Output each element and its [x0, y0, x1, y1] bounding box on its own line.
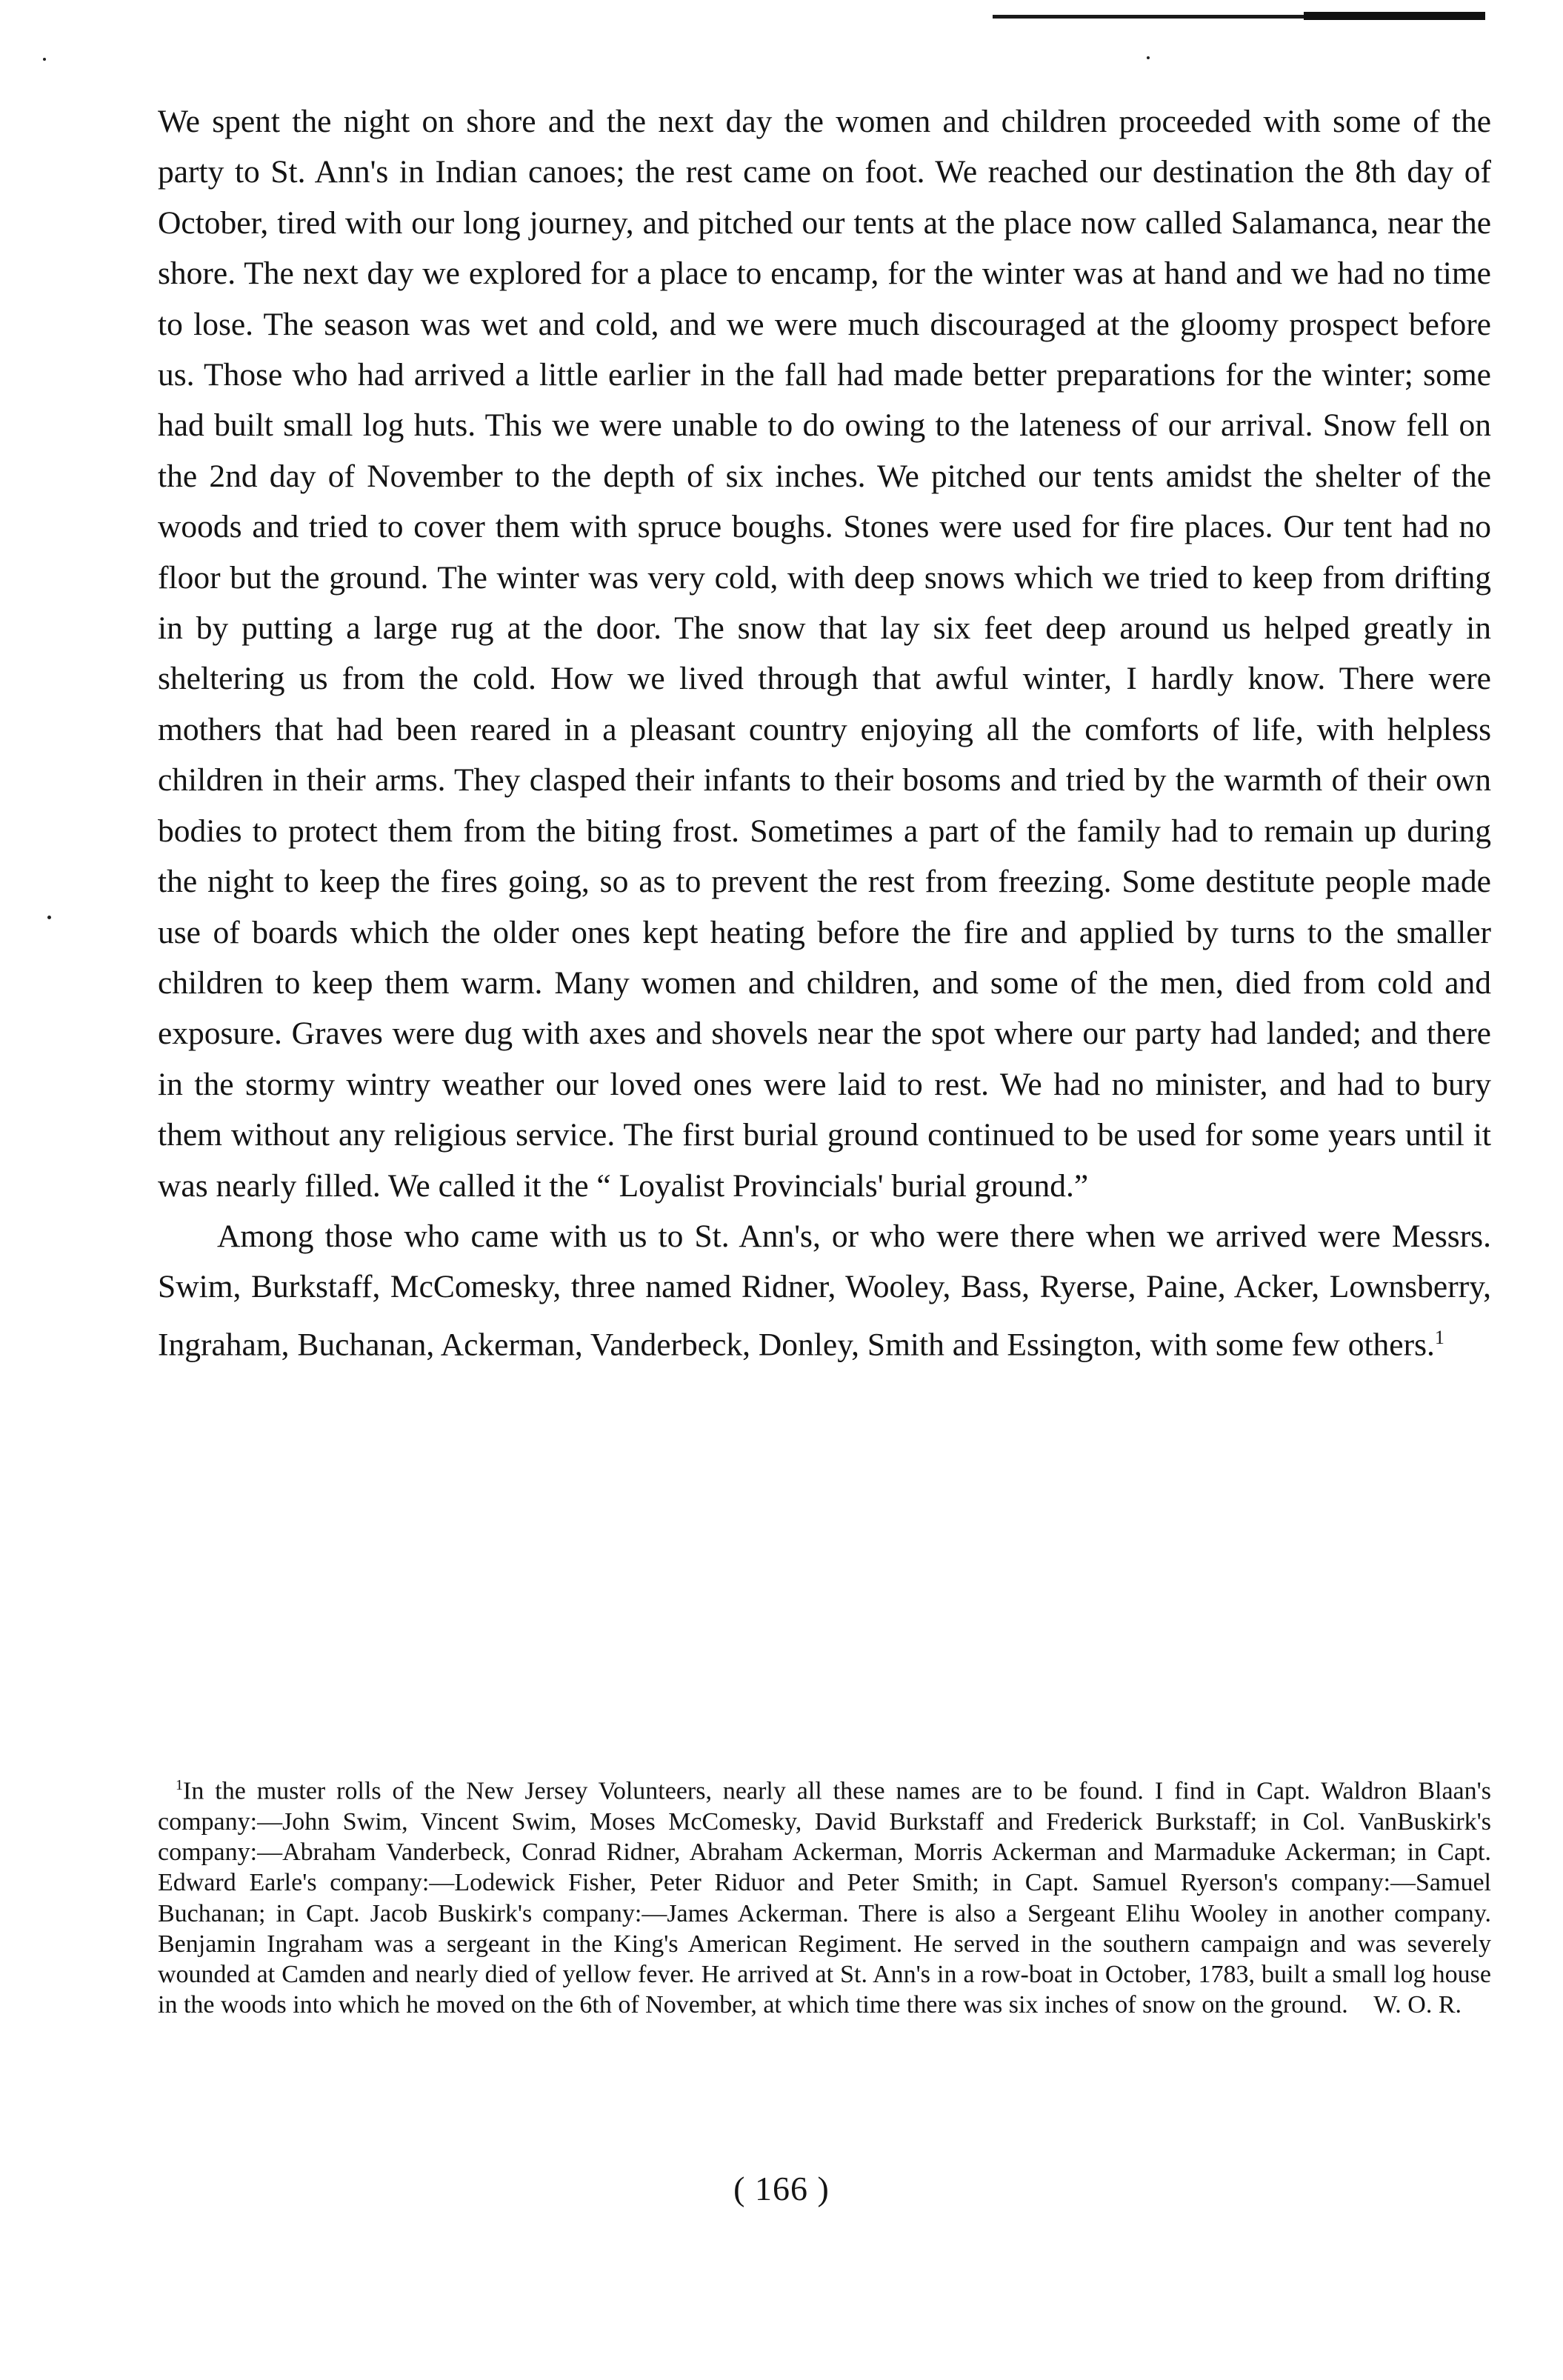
footnote-text: In the muster rolls of the New Jersey Volunteers, nearly all these names are to be found. I find in Capt. Waldron Blaan's company:—John Swim, Vincent Swim, Moses McComesky, David Burkstaff and Frederick Burkstaff; in Col. VanBuskirk's company:—Abraham Vanderbeck, Conrad Ridner, Abraham Ackerman, Morris Ackerman and Marmaduke Ackerman; in Capt. Edward Earle's company:—Lodewick Fisher, Peter Riduor and Peter Smith; in Capt. Samuel Ryerson's company:—Samuel Buchanan; in Capt. Jacob Buskirk's company:—James Ackerman. There is also a Sergeant Elihu Wooley in another company. Benjamin Ingraham was a sergeant in the King's American Regiment. He served in the southern campaign and was severely wounded at Camden and nearly died of yellow fever. He arrived at St. Ann's in a row-boat in October, 1783, built a small log house in the woods into which he moved on the 6th of November, at which time there was six inches of snow on the ground.: [158, 1777, 1491, 2019]
footnote: [158, 1770, 1491, 2021]
footnote-signature: W. O. R.: [1373, 1991, 1462, 2019]
paragraph-2: [158, 1211, 1491, 1370]
page-number: ( 166 ): [733, 2170, 830, 2207]
paragraph-2-text: Among those who came with us to St. Ann's, or who were there when we arrived were Messrs. Swim, Burkstaff, McComesky, three named Ridner, Wooley, Bass, Ryerse, Paine, Acker, Lownsberry, Ingraham, Buchanan, Ackerman, Vanderbeck, Donley, Smith and Essington, with some few others.: [158, 1218, 1491, 1363]
print-speck: [43, 58, 46, 61]
footnote-paragraph: [158, 1770, 1491, 2021]
top-rule-heavy: [1304, 12, 1485, 20]
print-speck: [47, 916, 51, 919]
paragraph-1: We spent the night on shore and the next day the women and children proceeded with some of the party to St. Ann's in Indian canoes; the rest came on foot. We reached our destination the 8th day of October, tired with our long journey, and pitched our tents at the place now called Salamanca, near the shore. The next day we explored for a place to encamp, for the winter was at hand and we had no time to lose. The season was wet and cold, and we were much discouraged at the gloomy prospect before us. Those who had arrived a little earlier in the fall had made better preparations for the winter; some had built small log huts. This we were unable to do owing to the lateness of our arrival. Snow fell on the 2nd day of November to the depth of six inches. We pitched our tents amidst the shelter of the woods and tried to cover them with spruce boughs. Stones were used for fire places. Our tent had no floor but the ground. The winter was very cold, with deep snows which we tried to keep from drifting in by putting a large rug at the door. The snow that lay six feet deep around us helped greatly in sheltering us from the cold. How we lived through that awful winter, I hardly know. There were mothers that had been reared in a pleasant country enjoying all the comforts of life, with helpless children in their arms. They clasped their infants to their bosoms and tried by the warmth of their own bodies to protect them from the biting frost. Sometimes a part of the family had to remain up during the night to keep the fires going, so as to prevent the rest from freezing. Some destitute people made use of boards which the older ones kept heating before the fire and applied by turns to the smaller children to keep them warm. Many women and children, and some of the men, died from cold and exposure. Graves were dug with axes and shovels near the spot where our party had landed; and there in the stormy wintry weather our loved ones were laid to rest. We had no minister, and had to bury them without any religious service. The first burial ground continued to be used for some years until it was nearly filled. We called it the “ Loyalist Provincials' burial ground.”: [158, 104, 1491, 1204]
main-text: [158, 96, 1491, 1370]
print-speck: [1147, 56, 1150, 59]
footnote-reference: 1: [1434, 1326, 1444, 1348]
footnote-marker: 1: [176, 1777, 183, 1793]
